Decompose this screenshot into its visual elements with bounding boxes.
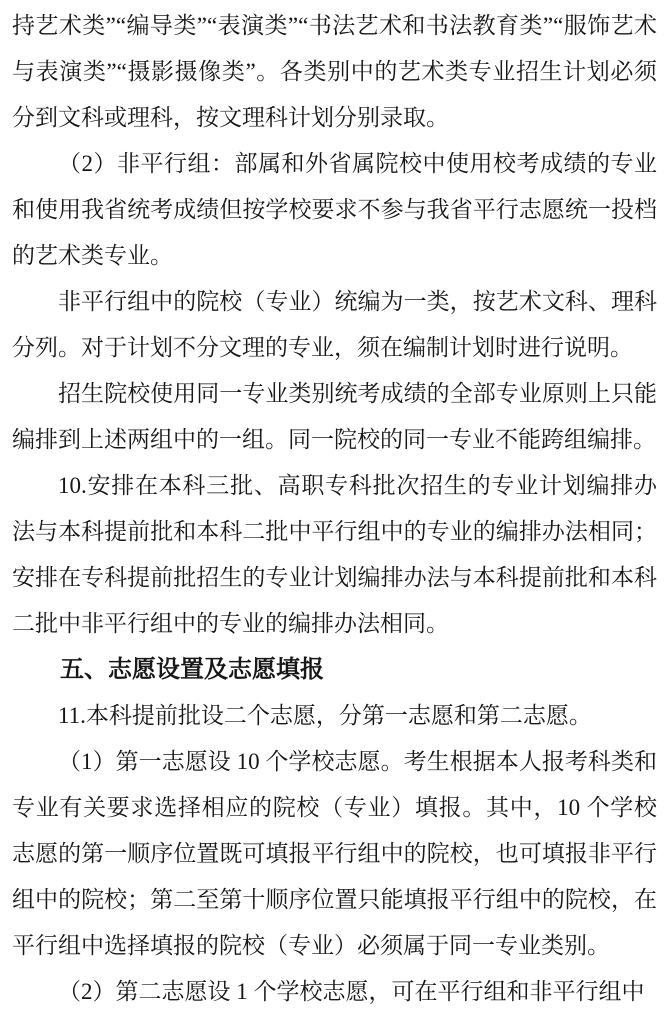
paragraph: （1）第一志愿设 10 个学校志愿。考生根据本人报考科类和专业有关要求选择相应的院校（专业）填报。其中，10 个学校志愿的第一顺序位置既可填报平行组中的院校，也可填报非平行组中的院校；第二至第十顺序位置只能填报平行组中的院校，在平行组中选择填报的院校（专业）必须属于同一专业类别。 xyxy=(12,749,657,958)
paragraph: 非平行组中的院校（专业）统编为一类，按艺术文科、理科分列。对于计划不分文理的专业，须在编制计划时进行说明。 xyxy=(12,289,657,360)
paragraph: 招生院校使用同一专业类别统考成绩的全部专业原则上只能编排到上述两组中的一组。同一院校的同一专业不能跨组编排。 xyxy=(12,381,657,452)
paragraph: 10.安排在本科三批、高职专科批次招生的专业计划编排办法与本科提前批和本科二批中平行组中的专业的编排办法相同；安排在专科提前批招生的专业计划编排办法与本科提前批和本科二批中非平行组中的专业的编排办法相同。 xyxy=(12,473,657,636)
paragraph: 11.本科提前批设二个志愿，分第一志愿和第二志愿。 xyxy=(58,703,592,728)
paragraph: （2）第二志愿设 1 个学校志愿，可在平行组和非平行组中 xyxy=(58,979,645,1004)
paragraph: （2）非平行组：部属和外省属院校中使用校考成绩的专业和使用我省统考成绩但按学校要求不参与我省平行志愿统一投档的艺术类专业。 xyxy=(12,151,657,268)
section-heading: 五、志愿设置及志愿填报 xyxy=(60,656,324,683)
paragraph: 持艺术类”“编导类”“表演类”“书法艺术和书法教育类”“服饰艺术与表演类”“摄影摄像类”。各类别中的艺术类专业招生计划必须分到文科或理科，按文理科计划分别录取。 xyxy=(12,13,657,130)
